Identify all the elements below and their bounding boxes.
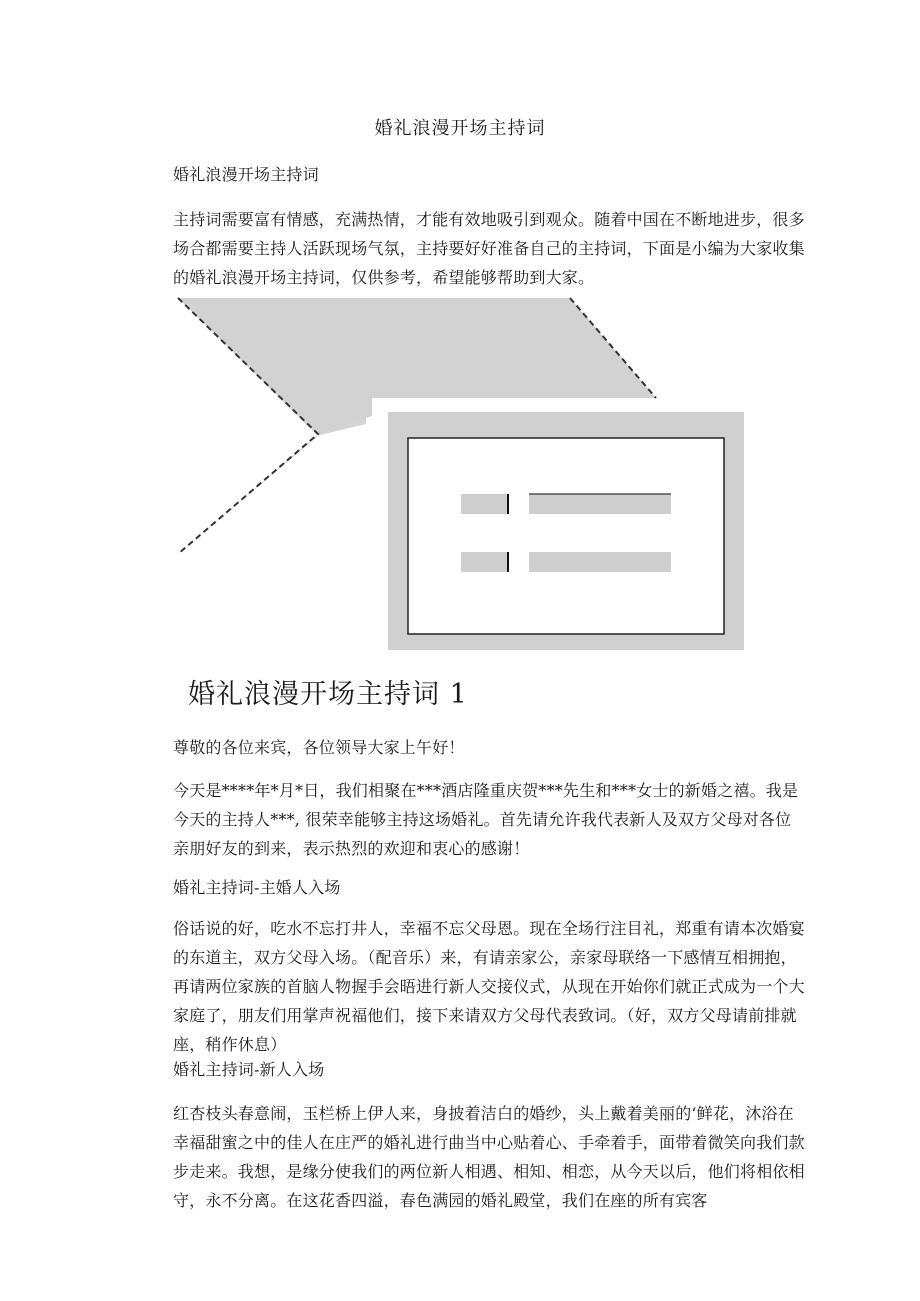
subheading-2: 婚礼主持词-新人入场 bbox=[173, 1060, 325, 1079]
paragraph-3: 红杏枝头春意闹，玉栏桥上伊人来，身披着洁白的婚纱，头上戴着美丽的‘鲜花，沐浴在幸福甜蜜之中的佳人在庄严的婚礼进行曲当中心贴着心、手牵着手，面带着微笑向我们款步走来。我想，是缘分使我们的两位新人相遇、相知、相恋，从今天以后，他们将相依相守，永不分离。在这花香四溢，春色满园的婚礼殿堂，我们在座的所有宾客 bbox=[173, 1104, 805, 1210]
section-heading: 婚礼浪漫开场主持词 1 bbox=[188, 679, 468, 710]
row2-bar bbox=[529, 552, 671, 572]
intro-paragraph: 主持词需要富有情感，充满热情，才能有效地吸引到观众。随着中国在不断地进步，很多场合都需要主持人活跃现场气氛，主持要好好准备自己的主持词，下面是小编为大家收集的婚礼浪漫开场主持词，仅供参考，希望能够帮助到大家。 bbox=[173, 210, 805, 287]
greeting: 尊敬的各位来宾，各位领导大家上午好！ bbox=[173, 738, 465, 757]
document-title: 婚礼浪漫开场主持词 bbox=[374, 118, 546, 139]
row1-bullet bbox=[461, 494, 508, 514]
row1-bar bbox=[529, 494, 671, 514]
subheading-1: 婚礼主持词-主婚人入场 bbox=[173, 878, 341, 897]
row2-bullet bbox=[461, 552, 508, 572]
slide-illustration bbox=[176, 296, 746, 652]
paragraph-1: 今天是****年*月*日，我们相聚在***酒店隆重庆贺***先生和***女士的新婚之禧。我是今天的主持人***, 很荣幸能够主持这场婚礼。首先请允许我代表新人及双方父母对各位亲朋好友的到来，表示热烈的欢迎和衷心的感谢！ bbox=[173, 781, 799, 858]
paragraph-2: 俗话说的好，吃水不忘打井人，幸福不忘父母恩。现在全场行注目礼，郑重有请本次婚宴的东道主，双方父母入场。（配音乐）来，有请亲家公，亲家母联络一下感情互相拥抱，再请两位家族的首脑人物握手会晤进行新人交接仪式，从现在开始你们就正式成为一个大家庭了，朋友们用掌声祝福他们，接下来请双方父母代表致词。（好，双方父母请前排就座，稍作休息） bbox=[173, 919, 805, 1054]
subtitle: 婚礼浪漫开场主持词 bbox=[173, 165, 319, 184]
card-inner bbox=[408, 438, 724, 634]
